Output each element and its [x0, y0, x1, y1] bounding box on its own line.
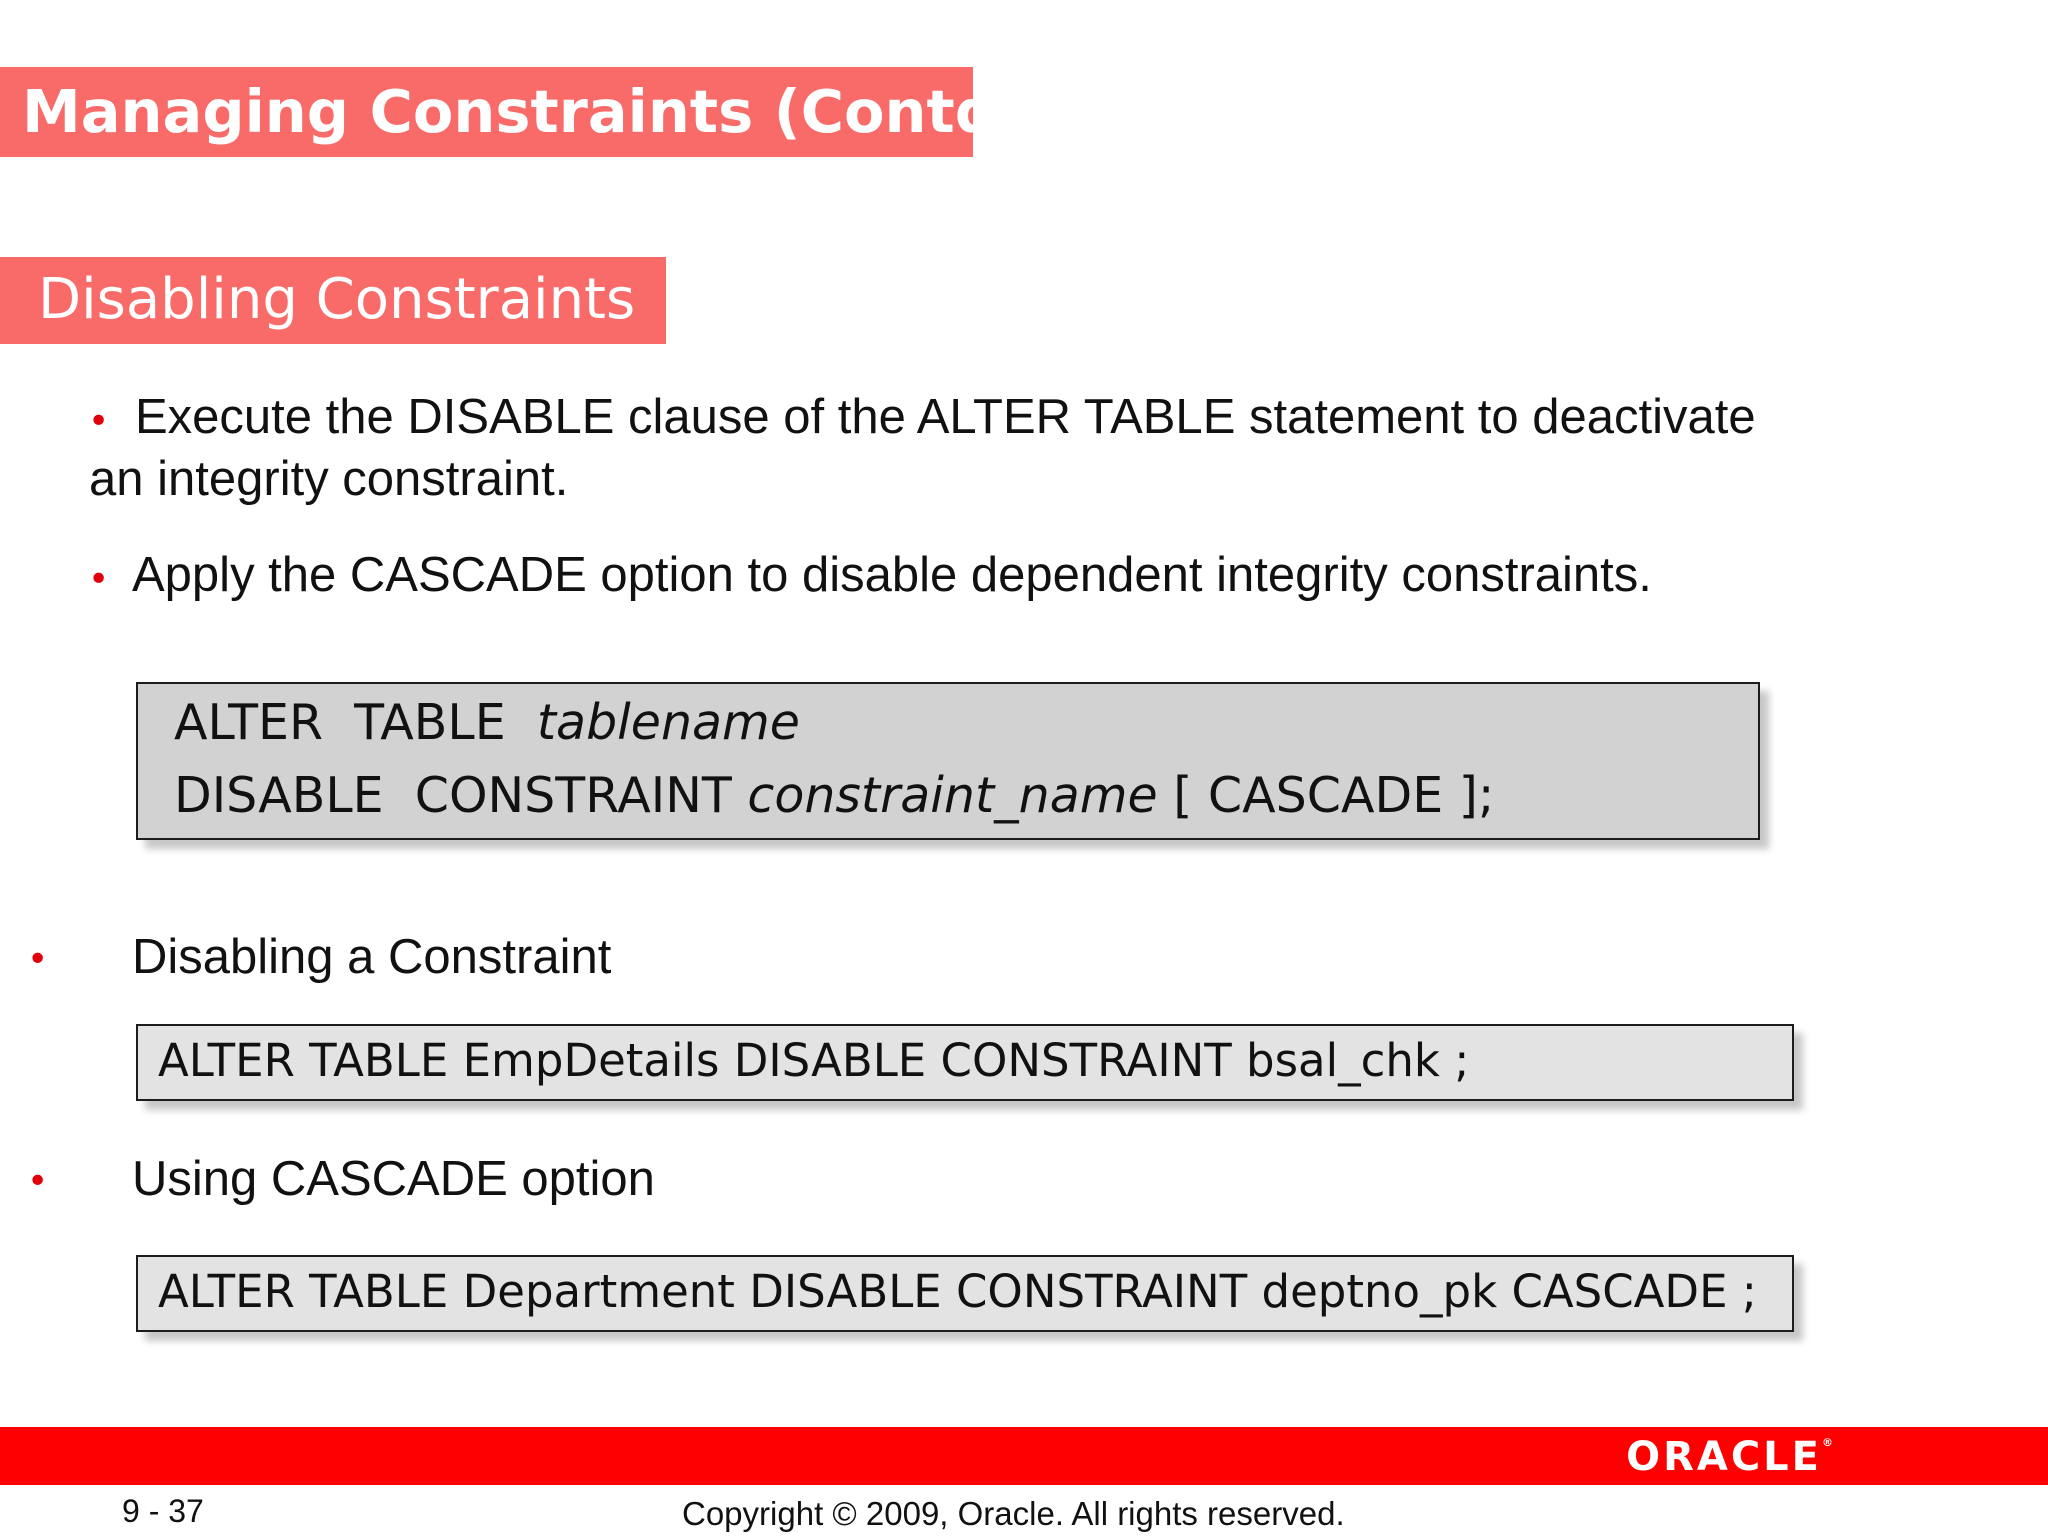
footer-bar [0, 1427, 2048, 1485]
bullet-line: Apply the CASCADE option to disable dependent integrity constraints. [132, 548, 1652, 602]
bullet-icon: • [88, 559, 110, 600]
example-code: ALTER TABLE EmpDetails DISABLE CONSTRAINT bsal_chk ; [158, 1034, 1470, 1087]
syntax-placeholder: constraint_name [747, 767, 1158, 824]
oracle-logo [1626, 1434, 1833, 1480]
slide-title: Managing Constraints (Contd.) [22, 77, 1047, 146]
oracle-logo-mark: ® [1822, 1436, 1833, 1449]
example-code-box [136, 1255, 1794, 1332]
bullet-text [89, 386, 1756, 510]
page-number: 9 - 37 [122, 1493, 204, 1529]
syntax-line [174, 696, 800, 750]
oracle-logo-text: ORACLE [1626, 1434, 1822, 1480]
copyright-notice: Copyright © 2009, Oracle. All rights reserved. [682, 1495, 1345, 1532]
section-heading: Disabling Constraints [38, 267, 636, 332]
example-heading: Using CASCADE option [132, 1152, 655, 1206]
bullet-icon: • [27, 939, 49, 980]
syntax-keywords: ALTER TABLE [174, 694, 537, 751]
bullet-icon: • [88, 401, 110, 442]
bullet-line: Execute the DISABLE clause of the ALTER TABLE statement to deactivate [135, 390, 1756, 444]
slide-title-bar [0, 67, 1047, 157]
example-code: ALTER TABLE Department DISABLE CONSTRAINT deptno_pk CASCADE ; [158, 1265, 1757, 1318]
syntax-line [174, 769, 1494, 823]
example-code-box [136, 1024, 1794, 1101]
syntax-box [136, 682, 1760, 840]
bullet-icon: • [27, 1161, 49, 1202]
syntax-suffix: [ CASCADE ]; [1157, 767, 1495, 824]
syntax-placeholder: tablename [536, 694, 800, 751]
syntax-keywords: DISABLE CONSTRAINT [174, 767, 748, 824]
bullet-line: an integrity constraint. [89, 452, 569, 506]
example-heading: Disabling a Constraint [132, 930, 612, 984]
section-heading-bar [0, 257, 666, 344]
bullet-text [132, 544, 1652, 606]
